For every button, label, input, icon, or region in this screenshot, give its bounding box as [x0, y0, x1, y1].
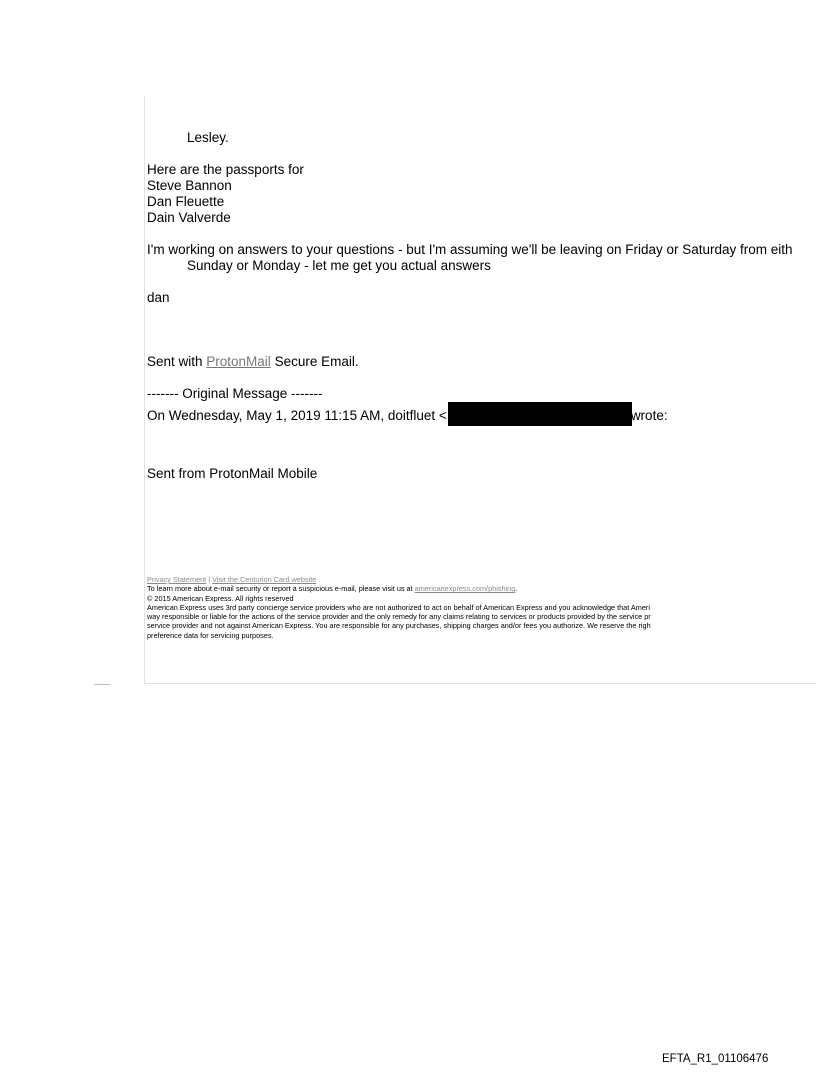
original-from-prefix: On Wednesday, May 1, 2019 11:15 AM, doitfluet <: [147, 408, 447, 423]
intro-line: Here are the passports for: [147, 162, 304, 177]
email-body: [144, 96, 816, 684]
sent-with-prefix: Sent with: [147, 354, 207, 369]
disclaimer-line: American Express uses 3rd party concierge service providers who are not authorized to act on behalf of American Express and you acknowledge that Ameri: [147, 602, 650, 612]
disclaimer-line: preference data for servicing purposes.: [147, 630, 274, 640]
redaction-box: [448, 402, 632, 426]
security-notice: [147, 584, 816, 593]
sent-with-suffix: Secure Email.: [270, 354, 359, 369]
protonmail-link[interactable]: ProtonMail: [206, 354, 271, 369]
security-notice-suffix: .: [515, 584, 518, 594]
passport-name: Dain Valverde: [147, 210, 231, 225]
footer-links: [147, 575, 816, 584]
working-line-continued: Sunday or Monday - let me get you actual answers: [187, 258, 491, 273]
amex-footer: [147, 575, 816, 640]
security-notice-prefix: To learn more about e-mail security or report a suspicious e-mail, please visit us at: [147, 584, 415, 594]
centurion-website-link[interactable]: Visit the Centurion Card website: [212, 575, 317, 584]
disclaimer-line: service provider and not against American Express. You are responsible for any purchases, shipping charges and/or fees you authorize. We reserve the righ: [147, 621, 651, 631]
privacy-statement-link[interactable]: Privacy Statement: [147, 575, 207, 584]
sent-with-line: [147, 354, 359, 370]
greeting: Lesley.: [187, 130, 229, 145]
footer-separator: |: [206, 575, 213, 584]
signoff: dan: [147, 290, 170, 305]
copyright: © 2015 American Express. All rights reserved: [147, 593, 294, 603]
bates-number: EFTA_R1_01106476: [662, 1053, 769, 1065]
disclaimer-line: way responsible or liable for the actions of the service provider and the only remedy for any claims relating to services or products provided by the service pr: [147, 612, 651, 622]
phishing-link[interactable]: americanexpress.com/phishing: [414, 584, 516, 594]
sent-from-mobile: Sent from ProtonMail Mobile: [147, 466, 318, 481]
working-line: I'm working on answers to your questions - but I'm assuming we'll be leaving on Friday or Saturday from eith: [147, 242, 793, 257]
passport-name: Steve Bannon: [147, 178, 232, 193]
scan-artifact-mark: [94, 684, 110, 685]
passport-name: Dan Fleuette: [147, 194, 225, 209]
original-from-suffix: wrote:: [630, 408, 668, 423]
original-from-line: [147, 402, 668, 426]
original-message-header: ------- Original Message -------: [147, 386, 323, 401]
